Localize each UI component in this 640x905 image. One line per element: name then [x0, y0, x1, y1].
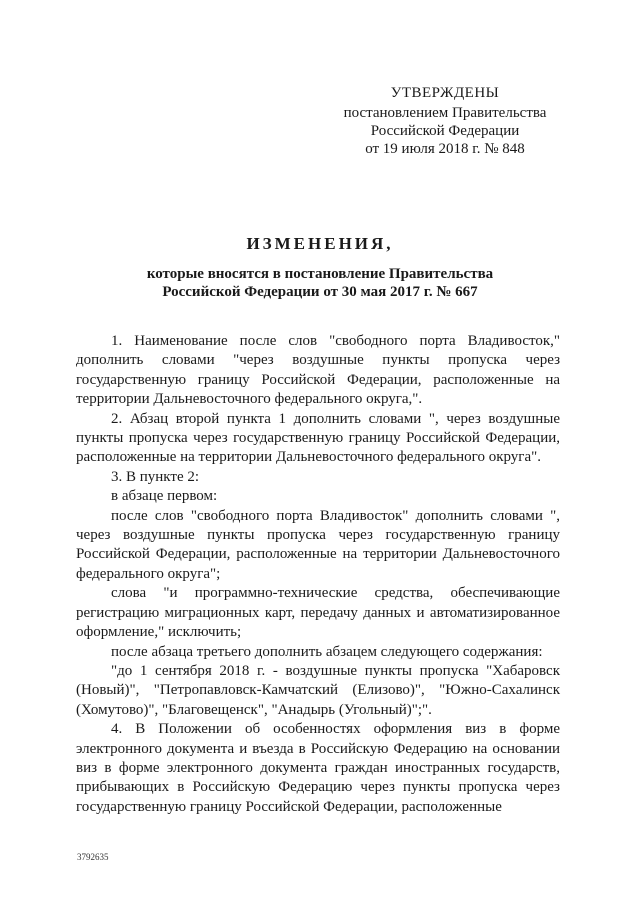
paragraph-item-1: 1. Наименование после слов "свободного порта Владивосток," дополнить словами "через воздушные пункты пропуска через государственную границу Российской Федерации, расположенные на территории Дальневосточного федерального округа,".: [76, 333, 560, 408]
paragraph-item-3: 3. В пункте 2:: [111, 468, 200, 485]
approval-line-2: Российской Федерации: [370, 123, 520, 139]
approval-line-3: от 19 июля 2018 г. № 848: [365, 141, 525, 157]
paragraph-words-exclude: слова "и программно-технические средства, обеспечивающие регистрацию миграционных карт, передачу данных и автоматизированное оформление," исключить;: [76, 585, 560, 641]
document-code: 3792635: [77, 852, 109, 862]
document-body: [76, 332, 560, 817]
paragraph-quote-airports: "до 1 сентября 2018 г. - воздушные пункты пропуска "Хабаровск (Новый)", "Петропавловск-Камчатский (Елизово)", "Южно-Сахалинск (Хомутово)", "Благовещенск", "Анадырь (Угольный)";".: [76, 662, 560, 718]
paragraph-item-4: 4. В Положении об особенностях оформления виз в форме электронного документа и въезда в Российскую Федерацию на основании виз в форме электронного документа граждан иностранных государств, прибывающих в Российскую Федерацию через пункты пропуска через государственную границу Российской Федерации, расположенные: [76, 721, 560, 815]
paragraph-after-words: после слов "свободного порта Владивосток" дополнить словами ", через воздушные пункты пропуска через государственную границу Российской Федерации, расположенные на территории Дальневосточного федерального округа";: [76, 507, 560, 582]
document-heading: [80, 233, 560, 301]
paragraph-abzac-first: в абзаце первом:: [111, 488, 218, 505]
document-subtitle-line-1: которые вносятся в постановление Правительства: [146, 266, 494, 282]
paragraph-item-2: 2. Абзац второй пункта 1 дополнить словами ", через воздушные пункты пропуска через государственную границу Российской Федерации, расположенные на территории Дальневосточного федерального округа".: [76, 410, 560, 466]
paragraph-add-abzac: после абзаца третьего дополнить абзацем следующего содержания:: [111, 643, 543, 660]
approval-title: УТВЕРЖДЕНЫ: [390, 85, 500, 101]
approval-line-1: постановлением Правительства: [343, 105, 547, 121]
document-subtitle-line-2: Российской Федерации от 30 мая 2017 г. № 667: [162, 284, 478, 300]
document-title: ИЗМЕНЕНИЯ,: [246, 234, 394, 253]
approval-block: [330, 84, 560, 158]
